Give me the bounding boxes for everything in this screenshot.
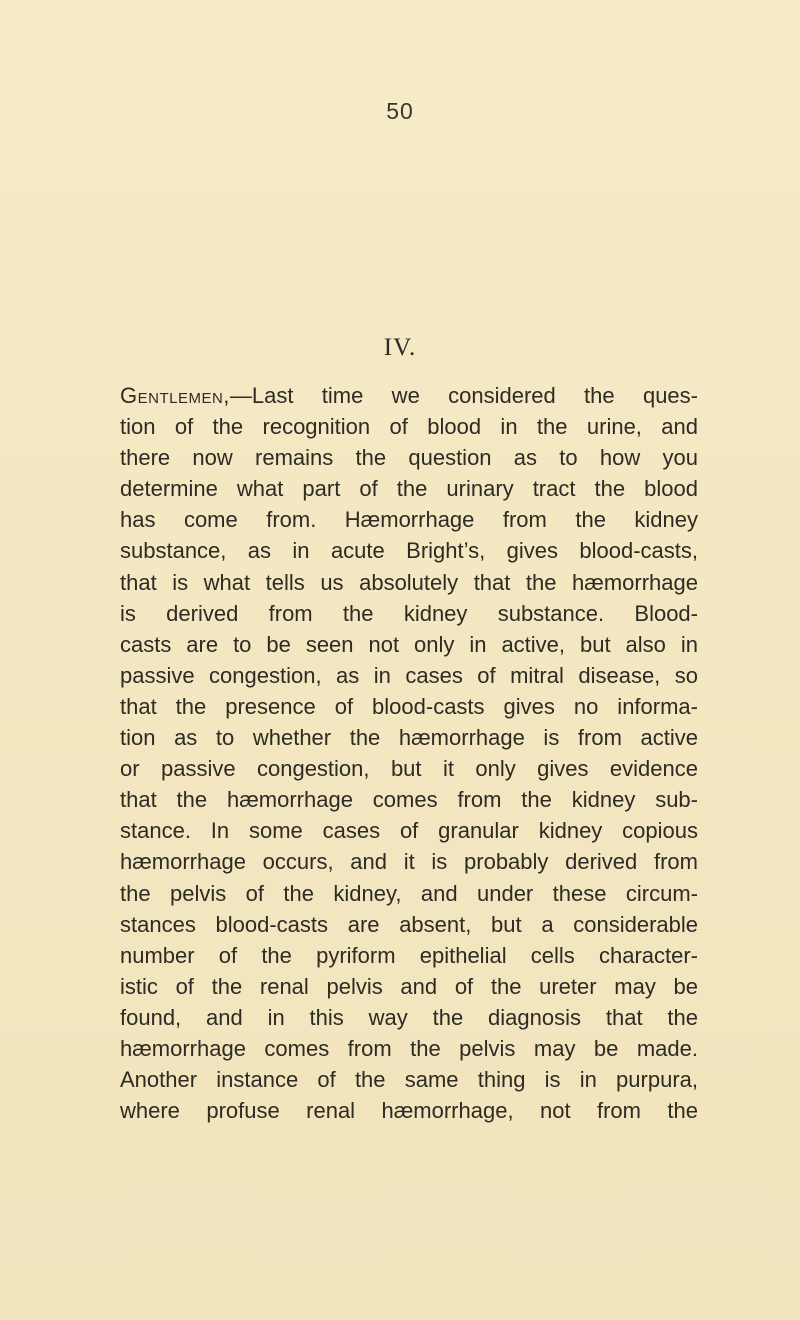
text-line: has come from. Hæmorrhage from the kidney: [120, 507, 698, 533]
text-line: substance, as in acute Bright’s, gives blood-casts,: [120, 538, 698, 564]
text-line: casts are to be seen not only in active, but also in: [120, 631, 698, 657]
text-line: hæmorrhage comes from the pelvis may be made.: [120, 1035, 698, 1061]
body-text: [120, 380, 698, 1126]
page-number: 50: [386, 98, 414, 124]
text-line: there now remains the question as to how you: [120, 445, 698, 471]
text-line: istic of the renal pelvis and of the ureter may be: [120, 973, 698, 999]
text-line: hæmorrhage occurs, and it is probably derived from: [120, 849, 698, 875]
text-line: that the hæmorrhage comes from the kidney sub-: [120, 787, 698, 813]
text-line: where profuse renal hæmorrhage, not from the: [120, 1098, 698, 1124]
text-line: [120, 380, 698, 411]
text-line: passive congestion, as in cases of mitral disease, so: [120, 662, 698, 688]
text-line: tion of the recognition of blood in the urine, and: [120, 414, 698, 440]
text-line: stance. In some cases of granular kidney copious: [120, 818, 698, 844]
text-line: found, and in this way the diagnosis that the: [120, 1004, 698, 1030]
text-line: number of the pyriform epithelial cells character-: [120, 942, 698, 968]
text-line: stances blood-casts are absent, but a considerable: [120, 911, 698, 937]
text-line-content: —Last time we considered the ques-: [229, 383, 698, 408]
text-line: determine what part of the urinary tract the blood: [120, 476, 698, 502]
text-line: tion as to whether the hæmorrhage is from active: [120, 725, 698, 751]
text-line: Another instance of the same thing is in purpura,: [120, 1067, 698, 1093]
text-line: the pelvis of the kidney, and under these circum-: [120, 880, 698, 906]
text-line: or passive congestion, but it only gives evidence: [120, 756, 698, 782]
chapter-heading: IV.: [383, 334, 417, 361]
text-line: that is what tells us absolutely that the hæmorrhage: [120, 569, 698, 595]
opening-word: Gentlemen,: [120, 383, 230, 408]
text-line: that the presence of blood-casts gives no informa-: [120, 693, 698, 719]
text-line: is derived from the kidney substance. Blood-: [120, 600, 698, 626]
